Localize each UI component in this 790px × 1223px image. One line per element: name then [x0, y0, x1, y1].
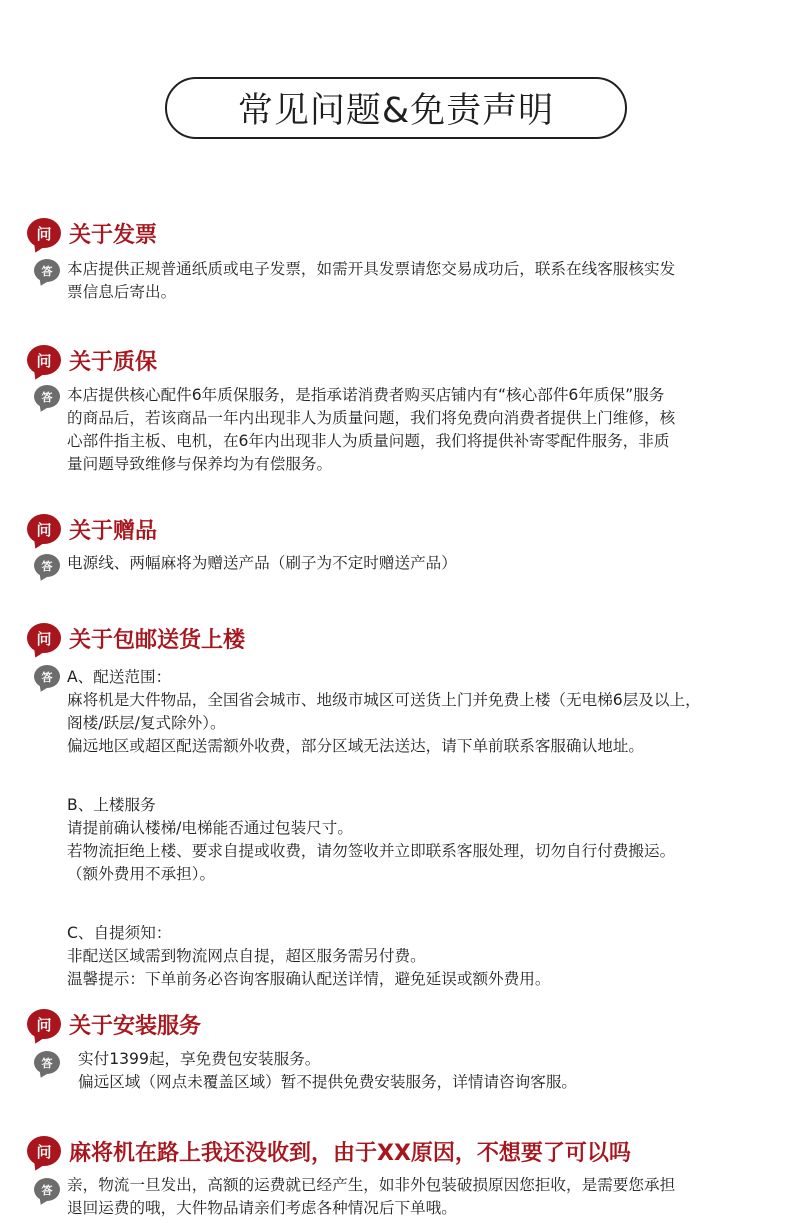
- question-title: 关于质保: [69, 349, 158, 375]
- question-title: 关于赠品: [69, 518, 158, 544]
- answer-line: 温馨提示：下单前务必咨询客服确认配送详情，避免延误或额外费用。: [67, 970, 551, 988]
- faq-question-return: [27, 1134, 631, 1168]
- answer-line: B、上楼服务: [67, 796, 156, 814]
- faq-question-installation: [27, 1007, 201, 1041]
- faq-answer-invoice: [67, 258, 772, 304]
- answer-line: 若物流拒绝上楼、要求自提或收费，请勿签收并立即联系客服处理，切勿自行付费搬运。: [67, 842, 676, 860]
- answer-line: 偏远区域（网点未覆盖区域）暂不提供免费安装服务，详情请咨询客服。: [78, 1073, 578, 1091]
- answer-line: 量问题导致维修与保养均为有偿服务。: [67, 455, 333, 473]
- faq-question-warranty: [27, 343, 157, 377]
- question-title: 关于包邮送货上楼: [69, 627, 246, 653]
- answer-badge-icon: 答: [34, 259, 60, 282]
- faq-question-invoice: [27, 216, 157, 250]
- answer-line: 本店提供核心配件6年质保服务，是指承诺消费者购买店铺内有“核心部件6年质保”服务: [67, 386, 665, 404]
- answer-line: 的商品后，若该商品一年内出现非人为质量问题，我们将免费向消费者提供上门维修，核: [67, 409, 676, 427]
- question-badge-icon: 问: [27, 345, 61, 375]
- answer-line: 麻将机是大件物品，全国省会城市、地级市城区可送货上门并免费上楼（无电梯6层及以上，: [67, 691, 701, 709]
- answer-badge-icon: 答: [34, 385, 60, 408]
- answer-line: 退回运费的哦，大件物品请亲们考虑各种情况后下单哦。: [67, 1199, 457, 1217]
- answer-line: C、自提须知：: [67, 924, 172, 942]
- page-title: 常见问题&免责声明: [165, 77, 627, 139]
- question-badge-icon: 问: [27, 218, 61, 248]
- faq-answer-delivery: [67, 666, 772, 991]
- faq-answer-return: [67, 1174, 772, 1220]
- question-title: 关于发票: [69, 222, 158, 248]
- answer-line: 实付1399起，享免费包安装服务。: [78, 1050, 321, 1068]
- answer-line: 非配送区域需到物流网点自提，超区服务需另付费。: [67, 947, 426, 965]
- answer-line: 票信息后寄出。: [67, 283, 177, 301]
- faq-question-gifts: [27, 512, 157, 546]
- question-badge-icon: 问: [27, 623, 61, 653]
- question-badge-icon: 问: [27, 1136, 61, 1166]
- answer-line: 请提前确认楼梯/电梯能否通过包装尺寸。: [67, 819, 353, 837]
- answer-line: （额外费用不承担）。: [67, 865, 216, 883]
- answer-line: A、配送范围：: [67, 668, 172, 686]
- question-badge-icon: 问: [27, 1009, 61, 1039]
- faq-answer-warranty: [67, 384, 772, 476]
- answer-line: 本店提供正规普通纸质或电子发票，如需开具发票请您交易成功后，联系在线客服核实发: [67, 260, 676, 278]
- faq-question-delivery: [27, 621, 245, 655]
- answer-badge-icon: 答: [34, 1051, 60, 1074]
- faq-answer-gifts: [67, 552, 772, 575]
- answer-line: 偏远地区或超区配送需额外收费，部分区域无法送达，请下单前联系客服确认地址。: [67, 737, 644, 755]
- question-title: 关于安装服务: [69, 1013, 202, 1039]
- answer-badge-icon: 答: [34, 665, 60, 688]
- answer-line: 心部件指主板、电机，在6年内出现非人为质量问题，我们将提供补寄零配件服务，非质: [67, 432, 670, 450]
- question-title: 麻将机在路上我还没收到，由于XX原因，不想要了可以吗: [69, 1140, 631, 1166]
- answer-badge-icon: 答: [34, 554, 60, 577]
- answer-line: 亲，物流一旦发出，高额的运费就已经产生，如非外包装破损原因您拒收，是需要您承担: [67, 1176, 676, 1194]
- answer-badge-icon: 答: [34, 1178, 60, 1201]
- faq-answer-installation: [78, 1048, 772, 1094]
- answer-line: 阁楼/跃层/复式除外）。: [67, 714, 226, 732]
- question-badge-icon: 问: [27, 514, 61, 544]
- answer-line: 电源线、两幅麻将为赠送产品（刷子为不定时赠送产品）: [67, 554, 457, 572]
